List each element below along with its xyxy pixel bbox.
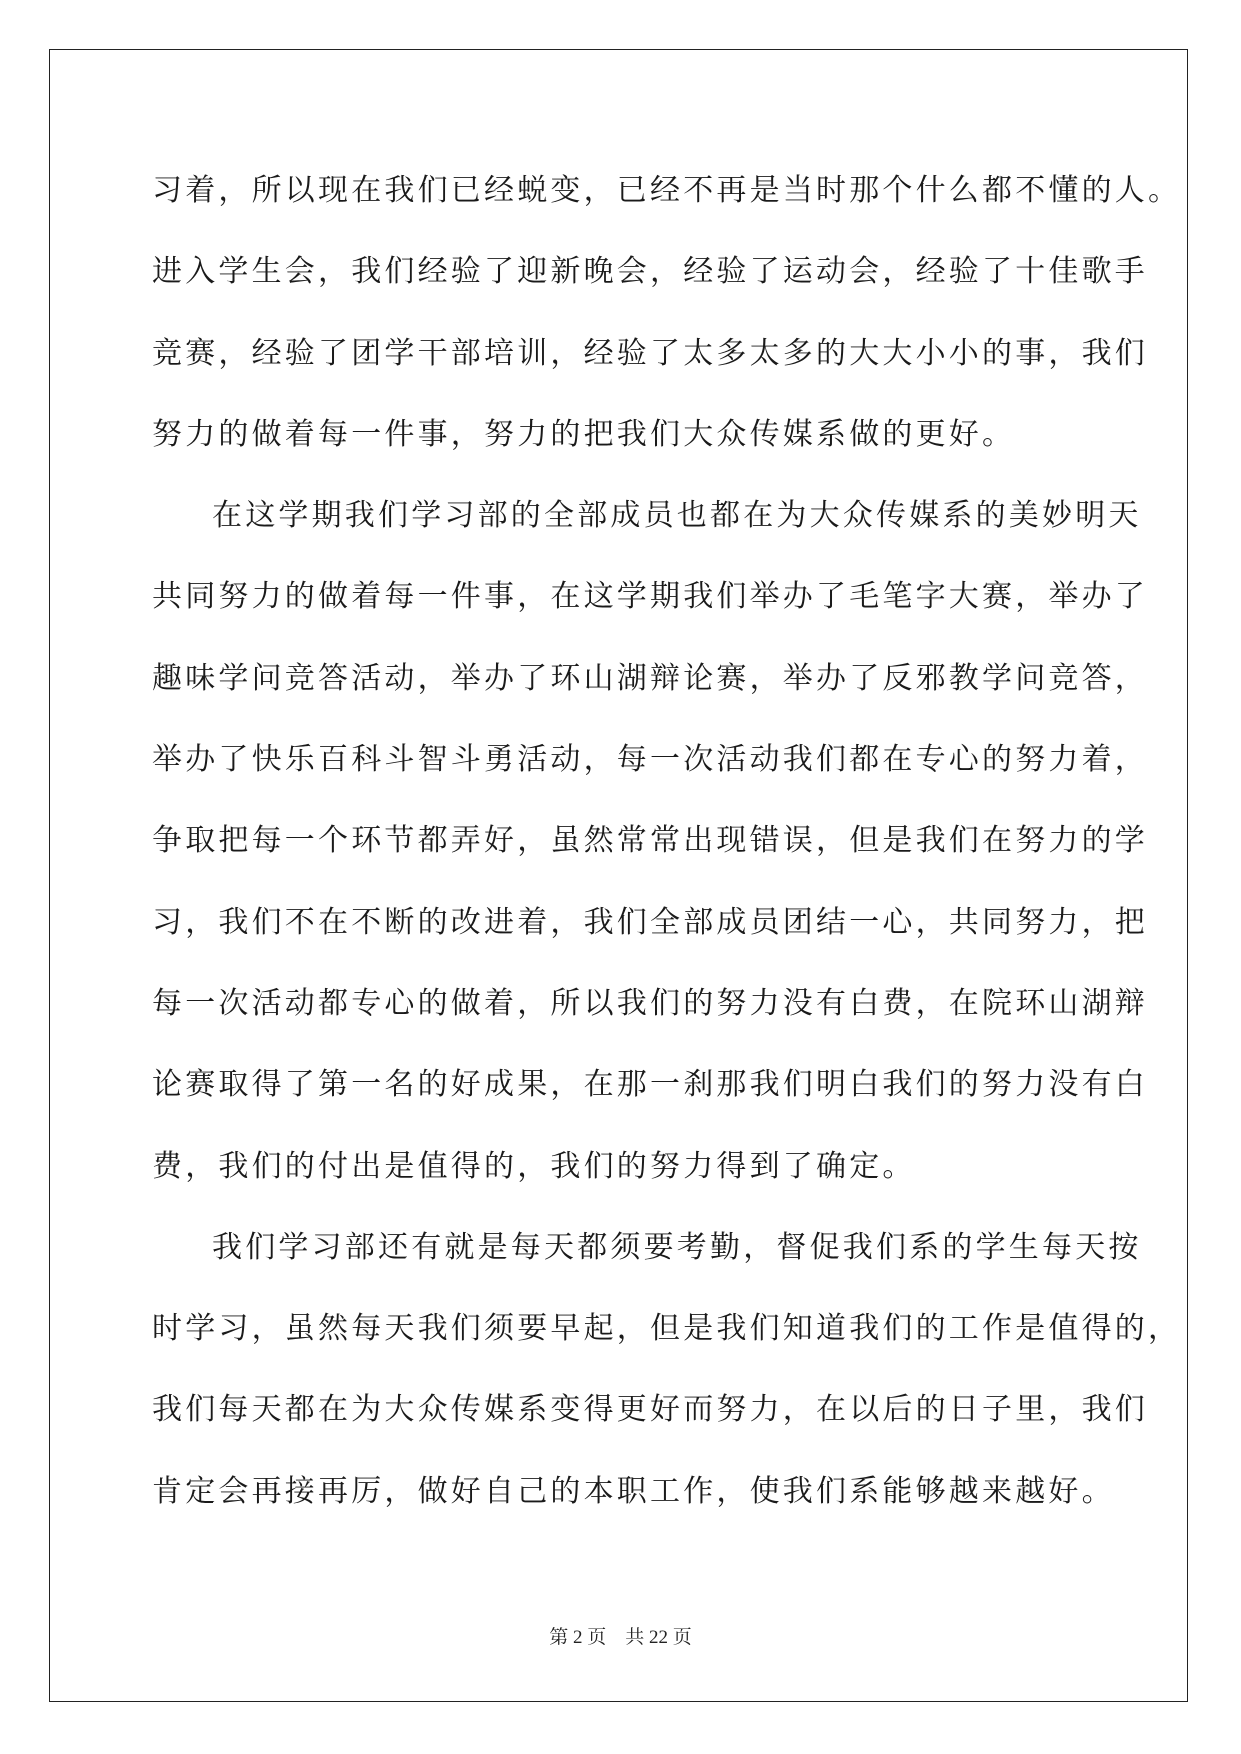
- document-body: [152, 150, 1182, 1532]
- text-line: 肯定会再接再厉，做好自己的本职工作，使我们系能够越来越好。: [152, 1473, 1115, 1509]
- text-line: 趣味学问竞答活动，举办了环山湖辩论赛，举办了反邪教学问竞答，: [152, 660, 1148, 696]
- text-line: 努力的做着每一件事，努力的把我们大众传媒系做的更好。: [152, 416, 1016, 452]
- text-line: 习着，所以现在我们已经蜕变，已经不再是当时那个什么都不懂的人。: [152, 173, 1182, 208]
- page-footer: [0, 1622, 1241, 1649]
- text-line: 习，我们不在不断的改进着，我们全部成员团结一心，共同努力，把: [152, 904, 1148, 940]
- page-number: 第 2 页: [549, 1627, 607, 1648]
- text-line: 费，我们的付出是值得的，我们的努力得到了确定。: [152, 1148, 916, 1184]
- text-line: 时学习，虽然每天我们须要早起，但是我们知道我们的工作是值得的，: [152, 1311, 1182, 1347]
- text-line: 每一次活动都专心的做着，所以我们的努力没有白费，在院环山湖辩: [152, 985, 1148, 1021]
- page-total: 共 22 页: [625, 1627, 692, 1648]
- text-line: 我们每天都在为大众传媒系变得更好而努力，在以后的日子里，我们: [152, 1392, 1148, 1428]
- paragraph-start-line: 在这学期我们学习部的全部成员也都在为大众传媒系的美妙明天: [212, 498, 1142, 534]
- text-line: 争取把每一个环节都弄好，虽然常常出现错误，但是我们在努力的学: [152, 823, 1148, 859]
- text-line: 竞赛，经验了团学干部培训，经验了太多太多的大大小小的事，我们: [152, 335, 1148, 371]
- text-line: 举办了快乐百科斗智斗勇活动，每一次活动我们都在专心的努力着，: [152, 742, 1148, 778]
- text-line: 论赛取得了第一名的好成果，在那一刹那我们明白我们的努力没有白: [152, 1067, 1148, 1103]
- text-line: 进入学生会，我们经验了迎新晚会，经验了运动会，经验了十佳歌手: [152, 254, 1148, 290]
- text-line: 共同努力的做着每一件事，在这学期我们举办了毛笔字大赛，举办了: [152, 579, 1148, 615]
- paragraph-start-line: 我们学习部还有就是每天都须要考勤，督促我们系的学生每天按: [212, 1229, 1142, 1265]
